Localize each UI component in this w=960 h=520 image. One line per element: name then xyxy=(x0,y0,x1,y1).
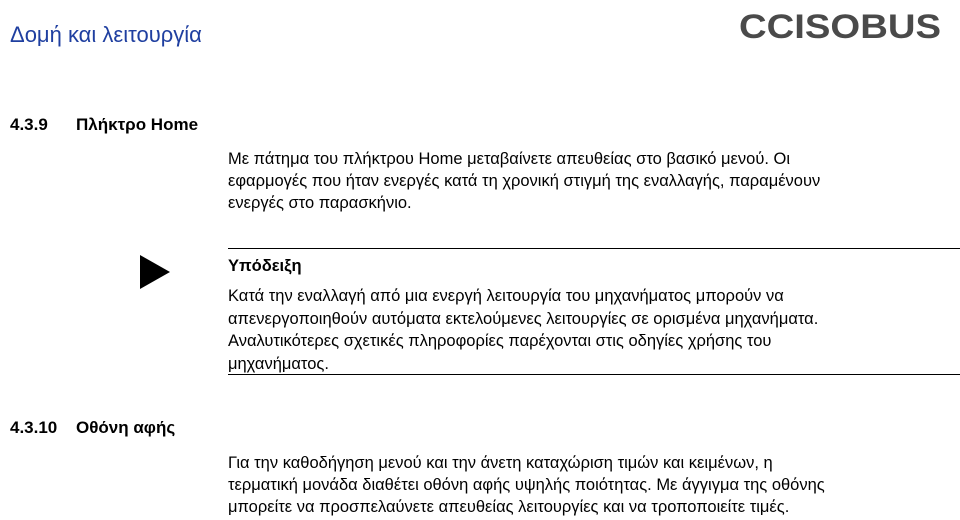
note-line: Αναλυτικότερες σχετικές πληροφορίες παρέχονται στις οδηγίες χρήσης του xyxy=(228,332,772,350)
section-number: 4.3.9 xyxy=(10,115,48,134)
body-line: Με πάτημα του πλήκτρου Home μεταβαίνετε απευθείας στο βασικό μενού. Οι xyxy=(228,150,791,168)
note-line: μηχανήματος. xyxy=(228,354,329,373)
section-number: 4.3.10 xyxy=(10,418,58,437)
body-line: ενεργές στο παρασκήνιο. xyxy=(228,194,412,212)
page-header: Δομή και λειτουργία xyxy=(10,22,202,47)
body-line: Για την καθοδήγηση μενού και την άνετη καταχώριση τιμών και κειμένων, η xyxy=(228,454,773,472)
body-line: τερματική μονάδα διαθέτει οθόνη αφής υψηλής ποιότητας. Με άγγιγμα της οθόνης xyxy=(228,476,825,494)
section-heading xyxy=(10,115,198,135)
body-line: μπορείτε να προσπελαύνετε απευθείας λειτουργίες και να τροποποιείτε τιμές. xyxy=(228,498,790,516)
note-title: Υπόδειξη xyxy=(228,257,302,275)
body-line: εφαρμογές που ήταν ενεργές κατά τη χρονική στιγμή της εναλλαγής, παραμένουν xyxy=(228,172,821,190)
section-title: Πλήκτρο Home xyxy=(76,115,199,134)
note-line: απενεργοποιηθούν αυτόματα εκτελούμενες λειτουργίες σε ορισμένα μηχανήματα. xyxy=(228,309,819,328)
note-bottom-rule xyxy=(228,374,960,375)
isobus-logo-text: CCISOBUS xyxy=(739,8,941,44)
section-body xyxy=(228,452,948,518)
section-body xyxy=(228,148,948,214)
section-title: Οθόνη αφής xyxy=(76,418,176,437)
note-line: Κατά την εναλλαγή από μια ενεργή λειτουργία του μηχανήματος μπορούν να xyxy=(228,287,784,305)
section-heading xyxy=(10,418,175,438)
note-body xyxy=(228,285,948,375)
note-top-rule xyxy=(228,248,960,249)
triangle-right-icon xyxy=(140,255,170,289)
isobus-logo xyxy=(739,8,944,44)
